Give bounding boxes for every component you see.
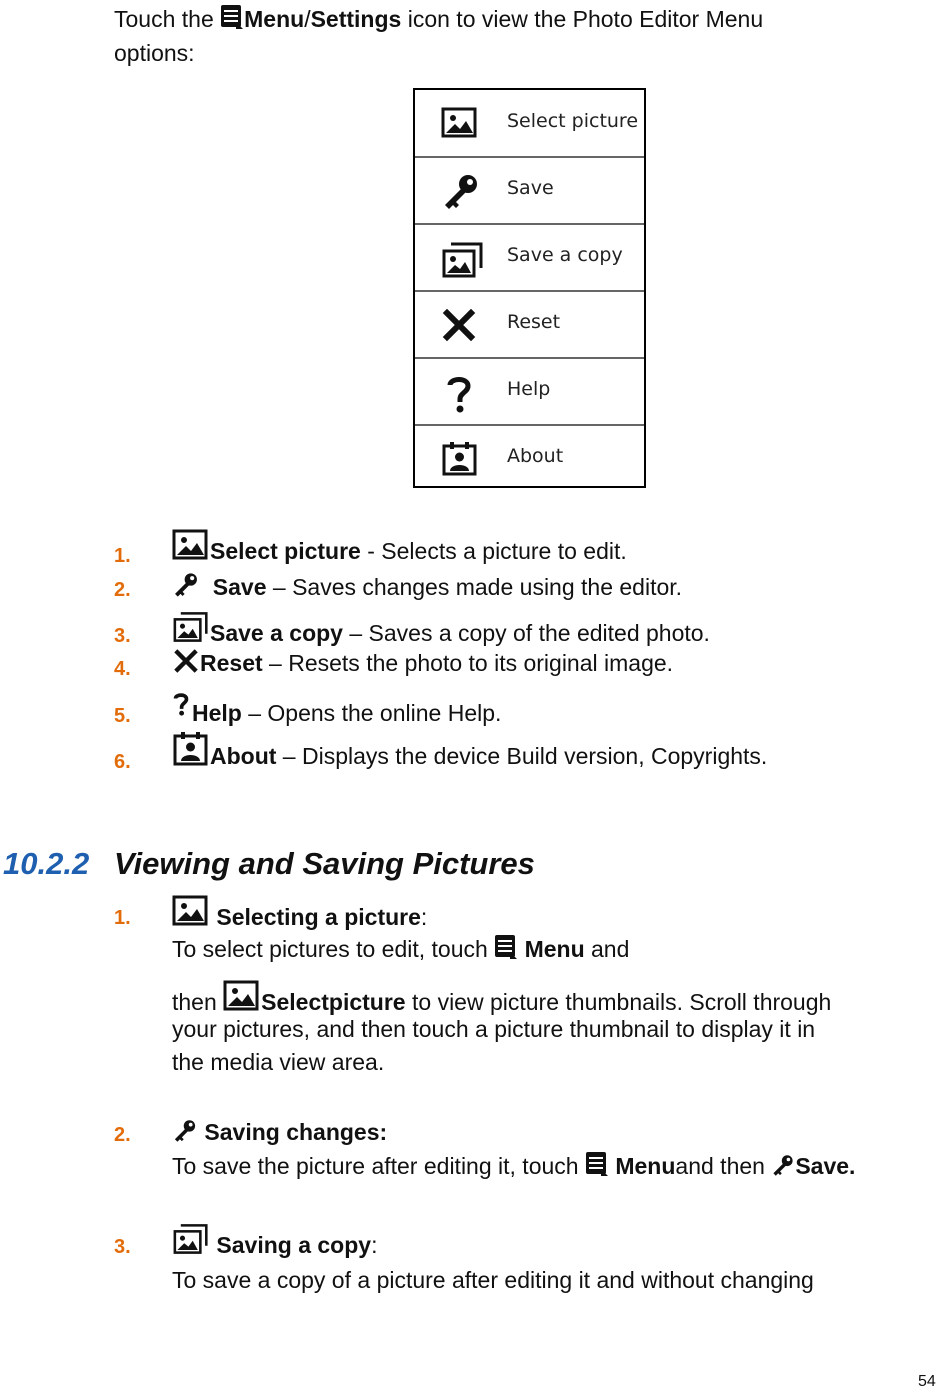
step-2-title: Saving changes: xyxy=(172,1117,387,1147)
step-1-title: Selecting a picture: xyxy=(172,894,427,932)
step-1-line-1: To select pictures to edit, touch Menu and xyxy=(172,936,630,962)
about-icon xyxy=(172,731,210,767)
step-1-line-2: then Selectpicture to view picture thumbnails. Scroll through xyxy=(172,979,831,1017)
step-1-line-3: your pictures, and then touch a picture thumbnail to display it in xyxy=(172,1016,816,1042)
save-copy-icon xyxy=(441,240,485,280)
key-icon xyxy=(771,1154,795,1177)
menu-icon xyxy=(585,1151,609,1177)
step-3-title: Saving a copy: xyxy=(172,1222,377,1260)
list-item: 6. xyxy=(114,751,131,773)
menu-icon xyxy=(220,4,244,30)
step-number: 2. xyxy=(114,1124,131,1146)
step-number: 1. xyxy=(114,907,131,929)
menu-item-reset[interactable]: Reset xyxy=(415,291,644,359)
list-item-save: Save – Saves changes made using the editor. xyxy=(172,572,682,602)
picture-icon xyxy=(441,106,479,140)
picture-icon xyxy=(172,894,210,928)
list-item: 4. xyxy=(114,658,131,680)
menu-icon xyxy=(494,934,518,960)
step-1-line-4: the media view area. xyxy=(172,1049,385,1075)
list-item-reset: Reset – Resets the photo to its original image. xyxy=(172,648,673,678)
save-copy-icon xyxy=(172,610,210,644)
close-icon xyxy=(441,307,477,343)
page-number: 54 xyxy=(918,1373,936,1390)
menu-item-about[interactable]: About xyxy=(415,425,644,491)
list-item-help: Help – Opens the online Help. xyxy=(170,684,501,728)
intro-line-2: options: xyxy=(114,40,195,66)
picture-icon xyxy=(172,528,210,562)
close-icon xyxy=(172,648,200,674)
list-item: 2. xyxy=(114,579,131,601)
menu-item-select-picture[interactable]: Select picture xyxy=(415,90,644,158)
menu-item-help[interactable]: Help xyxy=(415,358,644,426)
key-icon xyxy=(172,572,200,598)
picture-icon xyxy=(223,979,261,1013)
step-number: 3. xyxy=(114,1236,131,1258)
about-icon xyxy=(441,441,479,477)
list-item-about: About – Displays the device Build version, Copyrights. xyxy=(172,731,767,771)
help-icon xyxy=(441,374,477,414)
step-3-line-1: To save a copy of a picture after editing it and without changing xyxy=(172,1267,814,1293)
section-heading: 10.2.2 xyxy=(3,846,90,881)
menu-item-save[interactable]: Save xyxy=(415,157,644,225)
key-icon xyxy=(172,1119,198,1143)
list-item-save-a-copy: Save a copy – Saves a copy of the edited photo. xyxy=(172,610,710,648)
list-item: 1. xyxy=(114,545,131,567)
photo-editor-menu xyxy=(413,88,646,488)
section-title: Viewing and Saving Pictures xyxy=(114,846,535,881)
menu-item-save-a-copy[interactable]: Save a copy xyxy=(415,224,644,292)
list-item-select-picture: Select picture - Selects a picture to edit. xyxy=(172,528,627,566)
help-icon xyxy=(170,684,192,724)
step-2-line-1: To save the picture after editing it, touch Menuand then Save. xyxy=(172,1153,856,1179)
list-item: 3. xyxy=(114,625,131,647)
key-icon xyxy=(441,173,481,211)
intro-line-1: Touch the Menu/Settings icon to view the Photo Editor Menu xyxy=(114,6,764,32)
save-copy-icon xyxy=(172,1222,210,1256)
list-item: 5. xyxy=(114,705,131,727)
